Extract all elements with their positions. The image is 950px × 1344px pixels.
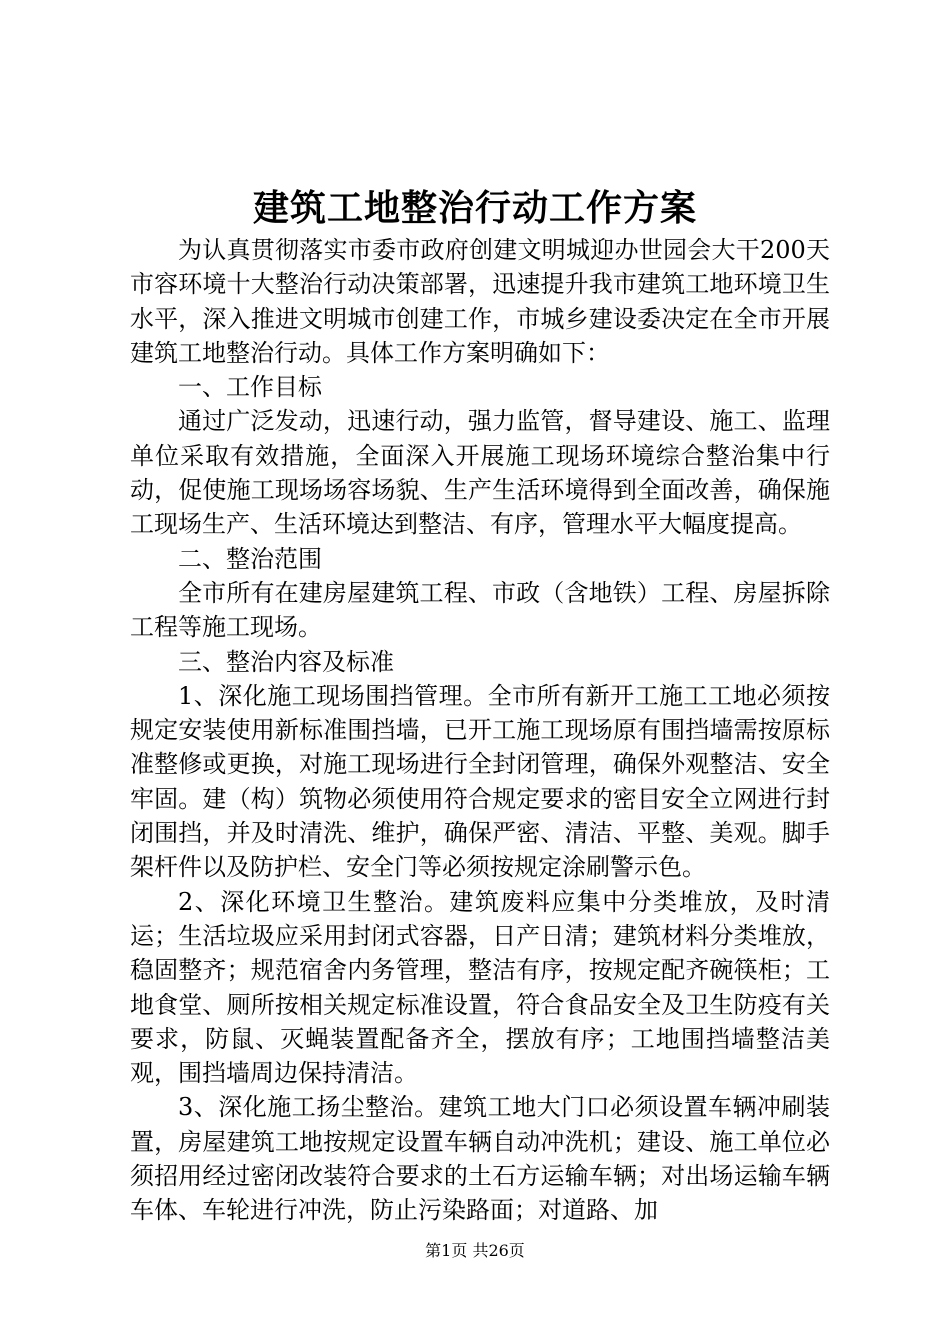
paragraph-scope: 全市所有在建房屋建筑工程、市政（含地铁）工程、房屋拆除工程等施工现场。 bbox=[130, 578, 830, 642]
section-heading-scope: 二、整治范围 bbox=[178, 544, 322, 573]
paragraph-goals: 通过广泛发动，迅速行动，强力监管，督导建设、施工、监理单位采取有效措施，全面深入开展施工现场环境综合整治集中行动，促使施工现场场容场貌、生产生活环境得到全面改善，确保施工现场生产、生活环境达到整洁、有序，管理水平大幅度提高。 bbox=[130, 407, 830, 539]
page-footer: 第1页 共26页 bbox=[425, 1241, 525, 1260]
section-heading-content: 三、整治内容及标准 bbox=[178, 647, 394, 676]
section-heading-goals: 一、工作目标 bbox=[178, 373, 322, 402]
document-title: 建筑工地整治行动工作方案 bbox=[252, 187, 697, 229]
paragraph-intro: 为认真贯彻落实市委市政府创建文明城迎办世园会大干200天市容环境十大整治行动决策部署，迅速提升我市建筑工地环境卫生水平，深入推进文明城市创建工作，市城乡建设委决定在全市开展建筑工地整治行动。具体工作方案明确如下： bbox=[130, 236, 830, 367]
paragraph-item-1: 1、深化施工现场围挡管理。全市所有新开工施工工地必须按规定安装使用新标准围挡墙，已开工施工现场原有围挡墙需按原标准整修或更换，对施工现场进行全封闭管理，确保外观整洁、安全牢固。建（构）筑物必须使用符合规定要求的密目安全立网进行封闭围挡，并及时清洗、维护，确保严密、清洁、平整、美观。脚手架杆件以及防护栏、安全门等必须按规定涂刷警示色。 bbox=[130, 681, 830, 882]
paragraph-item-2: 2、深化环境卫生整治。建筑废料应集中分类堆放，及时清运；生活垃圾应采用封闭式容器，日产日清；建筑材料分类堆放，稳固整齐；规范宿舍内务管理，整洁有序，按规定配齐碗筷柜；工地食堂、厕所按相关规定标准设置，符合食品安全及卫生防疫有关要求，防鼠、灭蝇装置配备齐全，摆放有序；工地围挡墙整洁美观，围挡墙周边保持清洁。 bbox=[130, 887, 830, 1088]
document-body bbox=[130, 233, 830, 1228]
paragraph-item-3: 3、深化施工扬尘整治。建筑工地大门口必须设置车辆冲刷装置，房屋建筑工地按规定设置车辆自动冲洗机；建设、施工单位必须招用经过密闭改装符合要求的土石方运输车辆；对出场运输车辆车体、车轮进行冲洗，防止污染路面；对道路、加 bbox=[130, 1093, 830, 1225]
